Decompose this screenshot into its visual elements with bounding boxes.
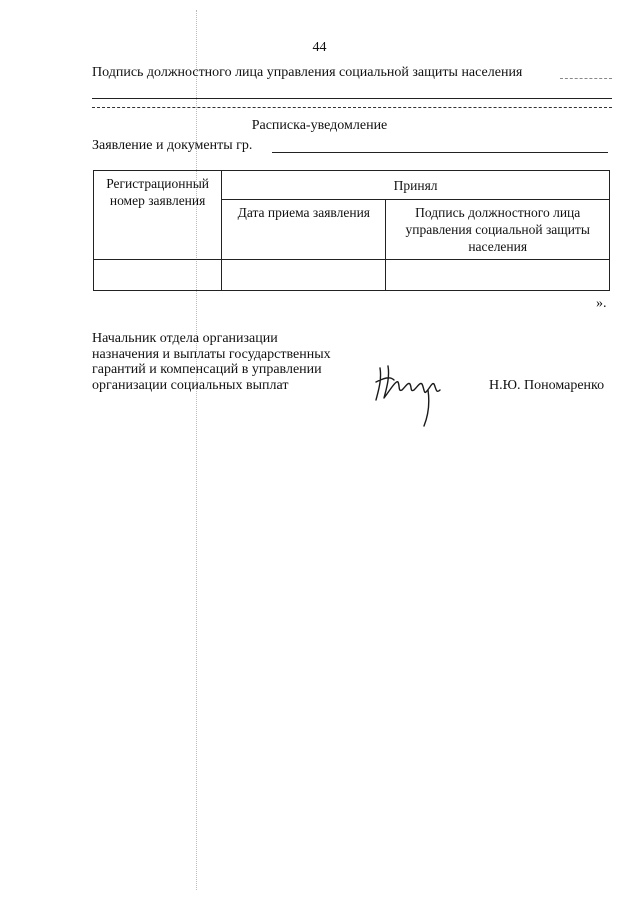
cut-line <box>92 107 612 108</box>
table-cell <box>94 260 222 291</box>
applicant-name-blank <box>272 152 608 153</box>
header-date-received: Дата приема заявления <box>222 200 386 260</box>
table-cell <box>222 260 386 291</box>
position-line: гарантий и компенсаций в управлении <box>92 362 322 377</box>
handwritten-signature-icon <box>370 360 450 430</box>
header-registration-number: Регистрационный номер заявления <box>94 171 222 260</box>
official-signature-line-label: Подпись должностного лица управления социальной защиты населения <box>92 65 523 80</box>
table-cell <box>386 260 610 291</box>
position-line: организации социальных выплат <box>92 377 289 393</box>
header-official-signature: Подпись должностного лица управления социальной защиты населения <box>386 200 610 260</box>
signer-name: Н.Ю. Пономаренко <box>489 378 605 393</box>
table-header-row <box>94 171 610 200</box>
closing-quote: ». <box>596 296 607 311</box>
docs-label: Заявление и документы гр. <box>92 138 253 153</box>
blank-rule <box>92 98 612 99</box>
position-line: назначения и выплаты государственных <box>92 346 331 362</box>
position-line: Начальник отдела организации <box>92 331 278 346</box>
receipt-table <box>93 170 610 291</box>
signatory-position <box>92 331 331 393</box>
page-number: 44 <box>312 40 327 55</box>
signature-blank <box>560 78 612 79</box>
receipt-title: Расписка-уведомление <box>251 118 388 133</box>
table-row <box>94 260 610 291</box>
header-accepted: Принял <box>222 171 610 200</box>
